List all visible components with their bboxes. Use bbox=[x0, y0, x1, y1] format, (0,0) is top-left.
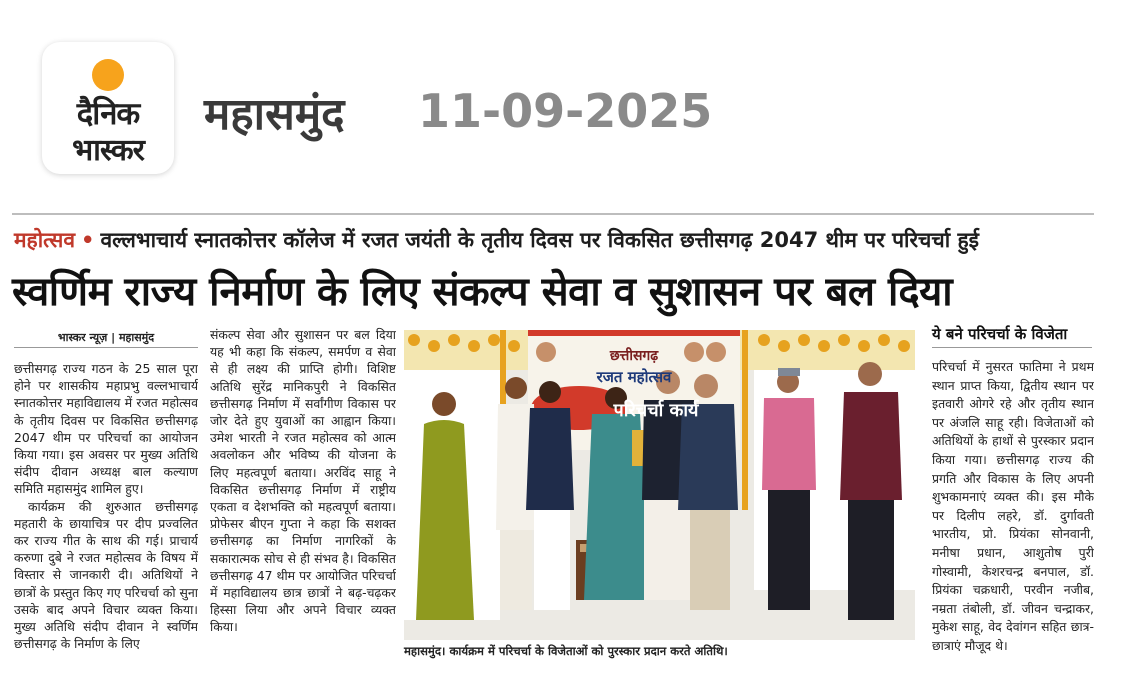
photo-caption: महासमुंद। कार्यक्रम में परिचर्चा के विजेताओं को पुरस्कार प्रदान करते अतिथि। bbox=[404, 644, 728, 658]
banner-line-1: छत्तीसगढ़ bbox=[609, 348, 659, 364]
article-column-2 bbox=[210, 326, 396, 660]
sun-icon bbox=[92, 59, 124, 91]
winners-column bbox=[932, 358, 1094, 658]
column-1-paragraph-1: छत्तीसगढ़ राज्य गठन के 25 साल पूरा होने पर शासकीय महाप्रभु वल्लभाचार्य स्नातकोत्तर महाविद्यालय में रजत महोत्सव के तृतीय दिवस पर विकसित छत्तीसगढ़ 2047 थीम पर परिचर्चा का आयोजन किया गया। इस अवसर पर मुख्य अतिथि संदीप दीवान अध्यक्ष बाल कल्याण समिति महासमुंद शामिल हुए। bbox=[14, 361, 198, 497]
article-column-1 bbox=[14, 360, 198, 660]
kicker-text: वल्लभाचार्य स्नातकोत्तर कॉलेज में रजत जयंती के तृतीय दिवस पर विकसित छत्तीसगढ़ 2047 थीम पर परिचर्चा हुई bbox=[100, 228, 979, 252]
column-1-paragraph-2: कार्यक्रम की शुरुआत छत्तीसगढ़ महतारी के छायाचित्र पर दीप प्रज्वलित कर राज्य गीत के साथ की गई। प्राचार्य करुणा दुबे ने रजत महोत्सव के विषय में विस्तार से जानकारी दी। अतिथियों ने छात्रों के प्रस्तुत किए गए परिचर्चा को सुना उसके बाद अपने विचार व्यक्त किया। मुख्य अतिथि संदीप दीवान ने स्वर्णिम छत्तीसगढ़ के निर्माण के लिए bbox=[14, 498, 198, 652]
logo-line-2: भास्कर bbox=[72, 133, 144, 168]
dainik-bhaskar-logo bbox=[42, 42, 174, 174]
article-kicker bbox=[14, 226, 979, 254]
column-2-paragraph: संकल्प सेवा और सुशासन पर बल दिया यह भी कहा कि संकल्प, समर्पण व सेवा से ही लक्ष्य की प्राप्ति होगी। विशिष्ट अतिथि सुरेंद्र मानिकपुरी ने विकसित छत्तीसगढ़ निर्माण में सर्वांगीण विकास पर जोर देते हुए युवाओं का आह्वान किया। उमेश भारती ने रजत महोत्सव को आत्म अवलोकन और भविष्य की योजना के लिए महत्वपूर्ण बताया। अरविंद साहू ने विकसित छत्तीसगढ़ निर्माण में राष्ट्रीय एकता व देशभक्ति को महत्वपूर्ण बताया। प्रोफेसर बीएन गुप्ता ने कहा कि सशक्त छत्तीसगढ़ का निर्माण नागरिकों के सकारात्मक सोच से ही संभव है। विकसित छत्तीसगढ़ 47 थीम पर आयोजित परिचर्चा में महाविद्यालय छात्र छात्रों ने बढ़-चढ़कर हिस्सा लिया और अपने विचार व्यक्त किया। bbox=[210, 327, 396, 635]
kicker-bullet-icon: • bbox=[81, 228, 95, 252]
article-byline: भास्कर न्यूज़ | महासमुंद bbox=[14, 330, 198, 348]
banner-line-3: परिचर्चा कार्य bbox=[613, 400, 699, 421]
kicker-tag: महोत्सव bbox=[14, 228, 76, 252]
banner-line-2: रजत महोत्सव bbox=[596, 368, 672, 386]
winners-text: परिचर्चा में नुसरत फातिमा ने प्रथम स्थान प्राप्त किया, द्वितीय स्थान पर इतवारी ओगरे रहे और तृतीय स्थान पर अंजलि साहू रही। विजेताओं को अतिथियों के हाथों से पुरस्कार प्रदान किया गया। छत्तीसगढ़ राज्य की प्रगति और विकास के लिए अपनी शुभकामनाएं व्यक्त की। इस मौके पर दिलीप लहरे, डॉ. दुर्गावती भारतीय, प्रो. प्रियंका सोनवानी, मनीषा प्रधान, आशुतोष पुरी गोस्वामी, केशरचन्द्र बनपाल, डॉ. प्रियंका चक्रधारी, परवीन नजीब, नम्रता तंबोली, डॉ. जीवन चन्द्राकर, मुकेश साहू, वेद देवांगन सहित छात्र-छात्राएं मौजूद थे। bbox=[932, 359, 1094, 653]
article-headline: स्वर्णिम राज्य निर्माण के लिए संकल्प सेवा व सुशासन पर बल दिया bbox=[12, 269, 953, 315]
event-photo bbox=[404, 330, 915, 640]
logo-line-1: दैनिक bbox=[76, 96, 140, 132]
edition-city: महासमुंद bbox=[204, 89, 345, 140]
top-divider bbox=[12, 213, 1094, 215]
winners-heading: ये बने परिचर्चा के विजेता bbox=[932, 324, 1092, 348]
edition-date: 11-09-2025 bbox=[418, 84, 713, 138]
